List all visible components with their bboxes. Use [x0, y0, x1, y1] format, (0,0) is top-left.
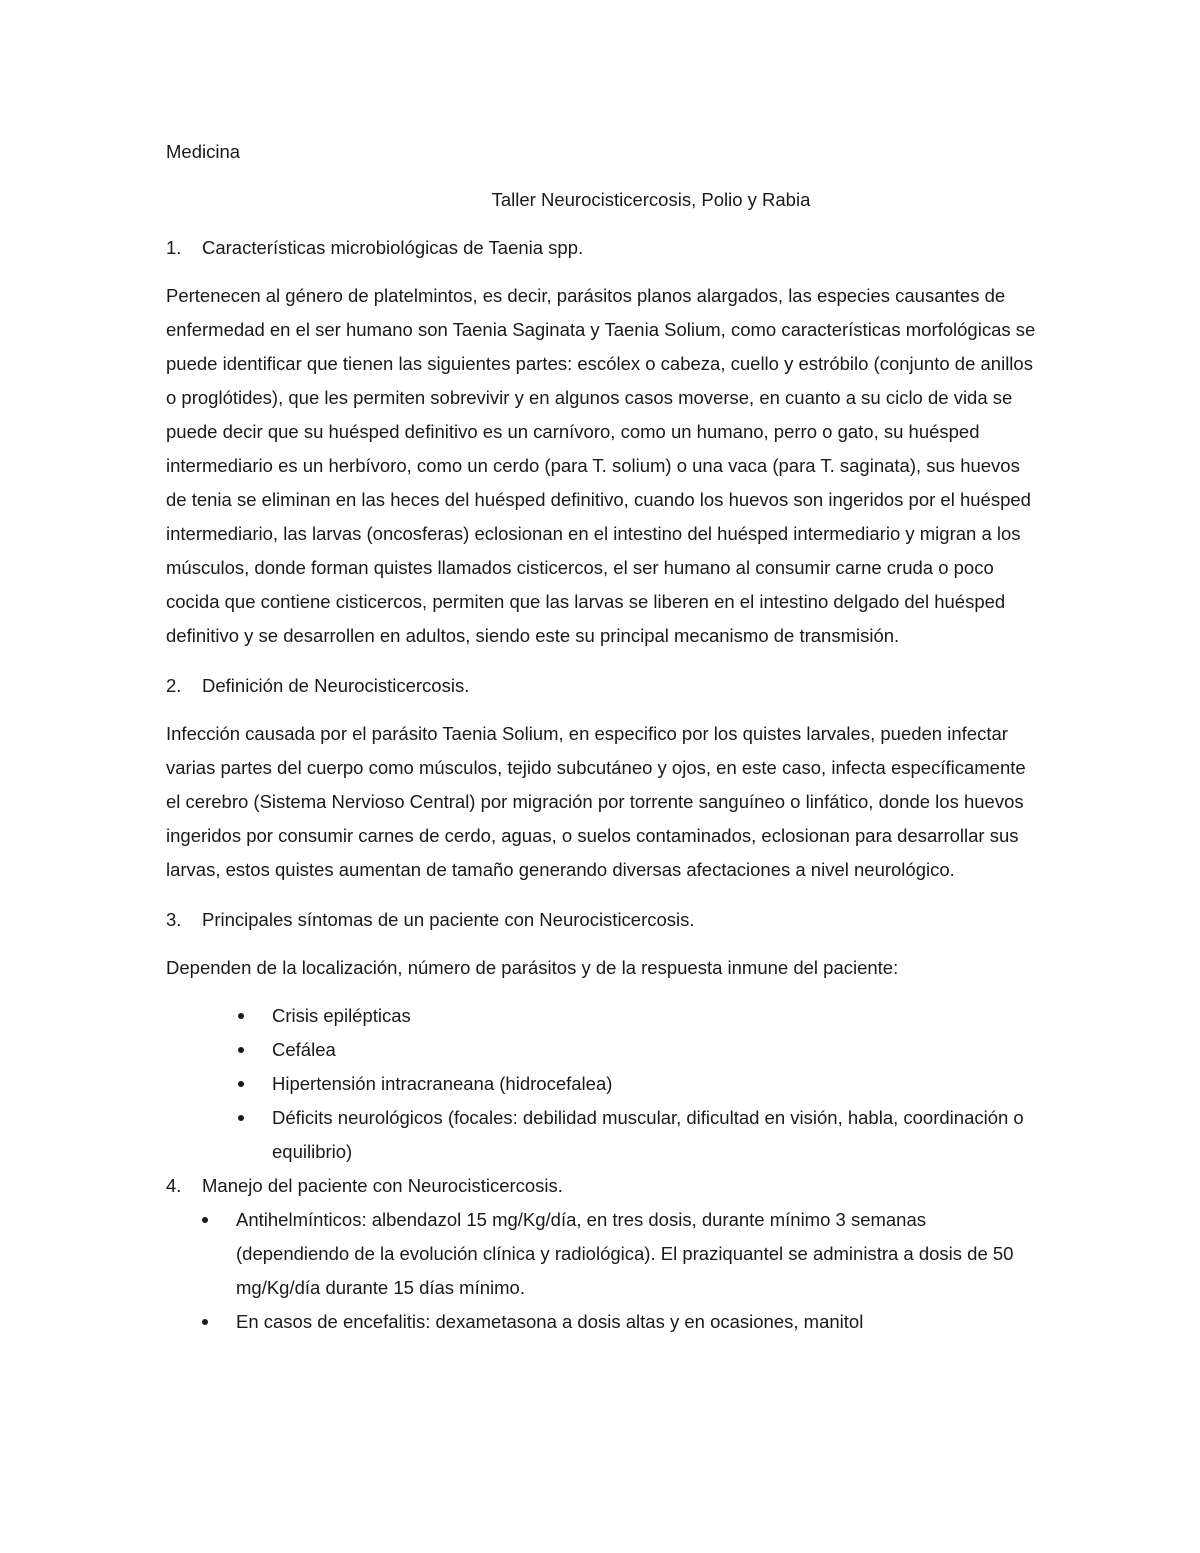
section-heading-text: Definición de Neurocisticercosis. — [202, 675, 470, 696]
document-body — [166, 137, 1036, 1339]
section-number: 4. — [166, 1175, 182, 1196]
list-item: Cefálea — [236, 1033, 1036, 1067]
section-heading-text: Manejo del paciente con Neurocisticercosis. — [202, 1175, 563, 1196]
section-number: 1. — [166, 237, 182, 258]
section-1-heading — [166, 233, 1036, 263]
list-item: En casos de encefalitis: dexametasona a dosis altas y en ocasiones, manitol — [200, 1305, 1036, 1339]
list-item: Antihelmínticos: albendazol 15 mg/Kg/día, en tres dosis, durante mínimo 3 semanas (dependiendo de la evolución clínica y radiológica). El praziquantel se administra a dosis de 50 mg/Kg/día durante 15 días mínimo. — [200, 1203, 1036, 1305]
section-3-heading — [166, 905, 1036, 935]
section-2-heading — [166, 671, 1036, 701]
section-heading-text: Características microbiológicas de Taenia spp. — [202, 237, 584, 258]
management-list — [200, 1203, 1036, 1339]
section-2-paragraph: Infección causada por el parásito Taenia Solium, en especifico por los quistes larvales, pueden infectar varias partes del cuerpo como músculos, tejido subcutáneo y ojos, en este caso, infecta específicamente el cerebro (Sistema Nervioso Central) por migración por torrente sanguíneo o linfático, donde los huevos ingeridos por consumir carnes de cerdo, aguas, o suelos contaminados, eclosionan para desarrollar sus larvas, estos quistes aumentan de tamaño generando diversas afectaciones a nivel neurológico. — [166, 723, 1026, 880]
section-3-intro: Dependen de la localización, número de parásitos y de la respuesta inmune del paciente: — [166, 957, 899, 978]
list-item: Hipertensión intracraneana (hidrocefalea) — [236, 1067, 1036, 1101]
document-title: Taller Neurocisticercosis, Polio y Rabia — [491, 189, 811, 210]
section-number: 3. — [166, 909, 182, 930]
symptom-list — [236, 999, 1036, 1169]
subject-label: Medicina — [166, 141, 241, 162]
section-1-paragraph: Pertenecen al género de platelmintos, es decir, parásitos planos alargados, las especies causantes de enfermedad en el ser humano son Taenia Saginata y Taenia Solium, como características morfológicas se puede identificar que tienen las siguientes partes: escólex o cabeza, cuello y estróbilo (conjunto de anillos o proglótides), que les permiten sobrevivir y en algunos casos moverse, en cuanto a su ciclo de vida se puede decir que su huésped definitivo es un carnívoro, como un humano, perro o gato, su huésped intermediario es un herbívoro, como un cerdo (para T. solium) o una vaca (para T. saginata), sus huevos de tenia se eliminan en las heces del huésped definitivo, cuando los huevos son ingeridos por el huésped intermediario, las larvas (oncosferas) eclosionan en el intestino del huésped intermediario y migran a los músculos, donde forman quistes llamados cisticercos, el ser humano al consumir carne cruda o poco cocida que contiene cisticercos, permiten que las larvas se liberen en el intestino delgado del huésped definitivo y se desarrollen en adultos, siendo este su principal mecanismo de transmisión. — [166, 285, 1036, 646]
section-heading-text: Principales síntomas de un paciente con Neurocisticercosis. — [202, 909, 695, 930]
section-number: 2. — [166, 675, 182, 696]
list-item: Crisis epilépticas — [236, 999, 1036, 1033]
list-item: Déficits neurológicos (focales: debilidad muscular, dificultad en visión, habla, coordinación o equilibrio) — [236, 1101, 1036, 1169]
section-4-heading — [166, 1169, 1036, 1203]
